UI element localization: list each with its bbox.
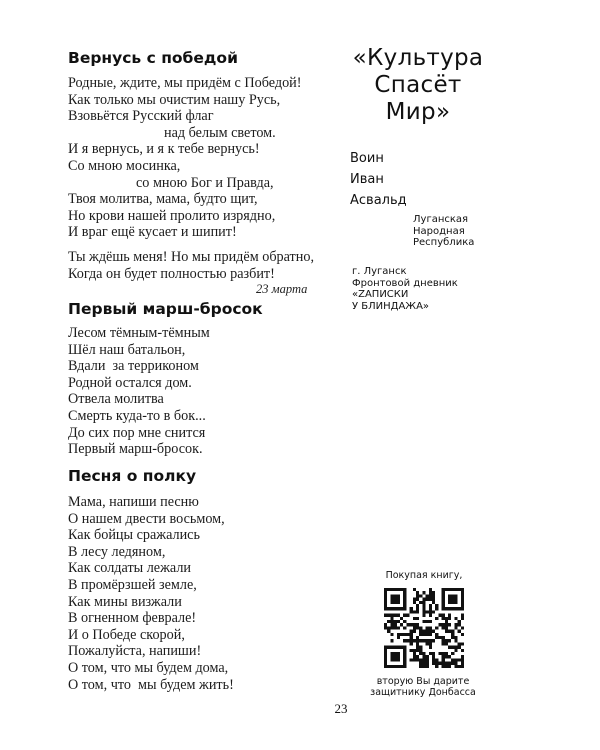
diary-line: Фронтовой дневник	[352, 277, 458, 289]
poem-line: О том, что мы будем жить!	[68, 676, 234, 693]
poem-line: Когда он будет полностью разбит!	[68, 265, 275, 282]
poem-line: Как бойцы сражались	[68, 527, 200, 544]
diary-line: «ZАПИСКИ	[352, 289, 409, 300]
poem-body-regiment-song	[68, 494, 234, 693]
region-line: Народная	[413, 225, 465, 237]
poem-line: Взовьётся Русский флаг	[68, 108, 214, 125]
poem-title-regiment-song: Песня о полку	[68, 467, 197, 485]
poem-line: До сих пор мне снится	[68, 424, 206, 441]
diary-line: У БЛИНДАЖА»	[352, 300, 430, 312]
poem-line: Мама, напиши песню	[68, 494, 199, 510]
author-name	[350, 148, 407, 211]
book-series-title	[338, 45, 498, 126]
poem-line: Ты ждёшь меня! Но мы придём обратно,	[68, 248, 314, 265]
poem-line: Шёл наш батальон,	[68, 341, 186, 358]
poem-line: Как солдаты лежали	[68, 560, 191, 577]
title-line: «Культура	[352, 45, 484, 71]
page-number: 23	[334, 701, 348, 716]
poem-line: Но крови нашей пролито изрядно,	[68, 207, 276, 224]
poem-line: Со мною мосинка,	[68, 157, 181, 174]
poem-line: В лесу ледяном,	[68, 543, 166, 560]
poem-title-first-march: Первый марш-бросок	[68, 300, 263, 318]
region-line: Луганская	[413, 214, 469, 225]
author-line: Иван	[350, 172, 384, 187]
gift-note	[352, 676, 494, 698]
author-line: Асвальд	[350, 193, 407, 208]
poem-line: Как мины визжали	[68, 593, 182, 610]
author-line: Воин	[350, 151, 384, 166]
title-line: Мир»	[385, 99, 451, 125]
poem-line: со мною Бог и Правда,	[136, 174, 274, 191]
region-label	[413, 214, 474, 249]
poem-line: И о Победе скорой,	[68, 626, 185, 643]
poem-line: Как только мы очистим нашу Русь,	[68, 91, 281, 108]
poem-line: Первый марш-бросок.	[68, 441, 203, 458]
poem-line: Родной остался дом.	[68, 374, 192, 391]
poem-line: Родные, ждите, мы придём с Победой!	[68, 75, 302, 91]
poem-line: О нашем двести восьмом,	[68, 510, 225, 527]
buy-book-label: Покупая книгу,	[385, 570, 463, 581]
poem-body-first-march	[68, 325, 210, 458]
poem-line: Твоя молитва, мама, будто щит,	[68, 191, 258, 208]
poem-line: И я вернусь, и я к тебе вернусь!	[68, 141, 260, 158]
poem-body-return-with-victory	[68, 75, 314, 282]
poem-title-return-with-victory: Вернусь с победой	[68, 49, 238, 67]
region-line: Республика	[413, 237, 475, 248]
qr-code-icon[interactable]	[384, 588, 464, 668]
gift-line: защитнику Донбасса	[370, 687, 476, 698]
diary-source	[352, 266, 458, 312]
poem-date: 23 марта	[256, 282, 308, 296]
poem-line: В промёрзшей земле,	[68, 576, 197, 593]
poem-line: над белым светом.	[164, 124, 276, 141]
poem-line: Вдали за терриконом	[68, 358, 199, 375]
poem-line: И враг ещё кусает и шипит!	[68, 224, 237, 241]
diary-line: г. Луганск	[352, 266, 407, 277]
poem-line: О том, что мы будем дома,	[68, 659, 229, 676]
gift-line: вторую Вы дарите	[376, 676, 470, 687]
poem-line: Пожалуйста, напиши!	[68, 643, 202, 660]
title-line: Спасёт	[374, 72, 462, 98]
poem-line: В огненном феврале!	[68, 610, 197, 627]
poem-line: Лесом тёмным-тёмным	[68, 325, 210, 341]
poem-line: Отвела молитва	[68, 391, 164, 408]
poem-line: Смерть куда-то в бок...	[68, 407, 206, 424]
